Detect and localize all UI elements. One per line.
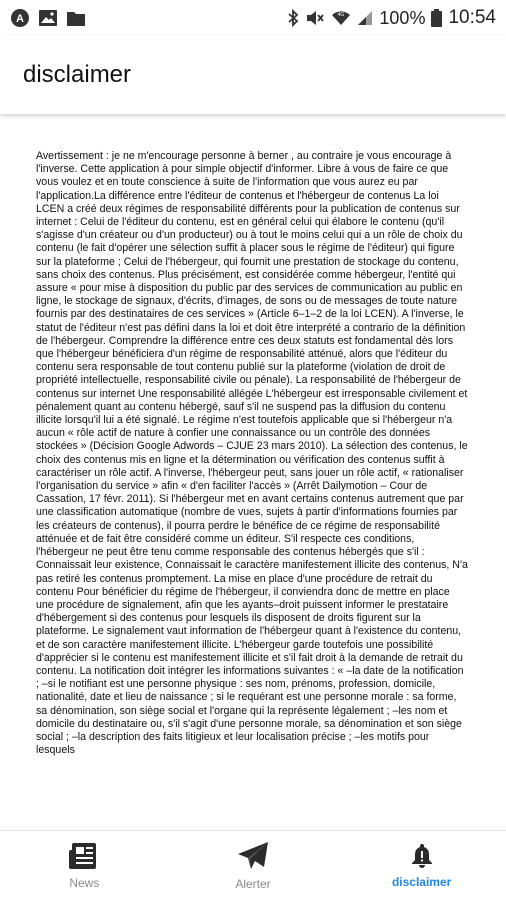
folder-icon bbox=[66, 9, 86, 27]
nav-item-news[interactable] bbox=[0, 842, 168, 890]
page-title: disclaimer bbox=[23, 61, 132, 88]
bottom-navigation bbox=[0, 830, 506, 901]
battery-percent: 100% bbox=[379, 7, 426, 28]
nav-label-disclaimer: disclaimer bbox=[391, 875, 452, 889]
nav-label-alerter: Alerter bbox=[235, 877, 271, 891]
app-a-icon bbox=[10, 8, 30, 28]
battery-icon bbox=[431, 9, 442, 27]
wifi-icon bbox=[331, 9, 351, 27]
disclaimer-scroll-area[interactable] bbox=[0, 114, 506, 830]
status-system bbox=[287, 7, 496, 29]
image-icon bbox=[38, 9, 58, 27]
status-notifications bbox=[10, 8, 86, 28]
mute-icon bbox=[305, 9, 325, 27]
clock: 10:54 bbox=[448, 7, 496, 28]
app-bar bbox=[0, 36, 506, 114]
disclaimer-text: Avertissement : je ne m'encourage personne à berner , au contraire je vous encourage à l'inverse. Cette application à pour simple objectif d'informer. Libre à vous de faire ce que vous voulez et en toute conscience à suite de l'information que vous aurez eu par l'application.La différence entre l'éditeur de contenus et l'hébergeur de contenus La loi LCEN a créé deux régimes de responsabilité différents pour la publication de contenus sur internet : Celui de l'éditeur du contenu, est en général celui qui élabore le contenu (qu'il s'agisse d'un créateur ou d'un producteur) ou à tout le moins celui qui a un rôle de choix du contenu (le fait d'opérer une sélection suffit à placer sous le régime de l'éditeur) qui figure sur la plateforme ; Celui de l'hébergeur, qui fournit une prestation de stockage du contenu, sans choix des contenus. Plus précisément, est considérée comme hébergeur, l'entité qui assure « pour mise à disposition du public par des services de communication au public en ligne, le stockage de signaux, d'écrits, d'images, de sons ou de messages de toute nature fournis par des destinataires de ces services » (Article 6–1–2 de la loi LCEN). A l'inverse, le statut de l'éditeur n'est pas défini dans la loi et doit être interprété a contrario de la définition de l'hébergeur. Comprendre la différence entre ces deux statuts est fondamental dès lors que l'hébergeur bénéficiera d'un régime de responsabilité atténué, alors que l'éditeur du contenu sera responsable de tout contenu publié sur la plateforme (violation de droit de propriété intellectuelle, responsabilité civile ou pénale). La responsabilité de l'hébergeur de contenus sur internet Une responsabilité allégée L'hébergeur est irresponsable civilement et pénalement quant au contenu hébergé, sauf s'il ne suspend pas la diffusion du contenu illicite lorsqu'il lui a été signalé. Le régime n'est toutefois applicable que si l'hébergeur n'a aucun « rôle actif de nature à confier une connaissance ou un contrôle des données stockées » (Décision Google Adwords – CJUE 23 mars 2010). La sélection des contenus, le choix des contenus mis en ligne et la détermination ou vérification des contenus suffit à caractériser un rôle actif. A l'inverse, l'hébergeur peut, sans jouer un rôle actif, « rationaliser l'organisation du service » afin « d'en faciliter l'accès » (Arrêt Dailymotion – Cour de Cassation, 17 févr. 2011). Si l'hébergeur met en avant certains contenus autrement que par une classification automatique (nombre de vues, sujets à partir d'informations fournies par les créateurs de contenus), il pourra perdre le bénéfice de ce régime de responsabilité atténuée et de fait être considéré comme un éditeur. S'il respecte ces conditions, l'hébergeur ne peut être tenu comme responsable des contenus hébergés que s'il : Connaissait leur existence, Connaissait le caractère manifestement illicite des contenus, N'a pas retiré les contenus promptement. La mise en place d'une procédure de retrait du contenu Pour bénéficier du régime de l'hébergeur, il conviendra donc de mettre en place une procédure de signalement, afin que les ayants–droit puissent informer le prestataire d'hébergement si des contenus pour lesquels ils disposent de droits figurent sur la plateforme. Le signalement vaut information de l'hébergeur quant à l'existence du contenu, et de son caractère manifestement illicite. L'hébergeur garde toutefois une possibilité d'apprécier si le contenu est manifestement illicite et s'il fait droit à la demande de retrait du contenu. La notification doit intégrer les informations suivantes : « –la date de la notification ; –si le notifiant est une personne physique : ses nom, prénoms, profession, domicile, nationalité, date et lieu de naissance ; si le requérant est une personne morale : sa forme, sa dénomination, son siège social et l'organe qui la représente légalement ; –les nom et domicile du destinataire ou, s'il s'agit d'une personne morale, sa dénomination et son siège social ; –la description des faits litigieux et leur localisation précise ; –les motifs pour lesquels bbox=[36, 150, 468, 757]
svg-text:A: A bbox=[16, 13, 24, 25]
nav-item-disclaimer[interactable] bbox=[338, 843, 506, 889]
bluetooth-icon bbox=[287, 9, 299, 27]
svg-text:4G: 4G bbox=[338, 12, 345, 18]
status-bar bbox=[0, 0, 506, 36]
signal-icon bbox=[357, 10, 373, 26]
send-icon bbox=[237, 841, 269, 871]
nav-item-alerter[interactable] bbox=[169, 841, 337, 891]
nav-label-news: News bbox=[69, 876, 100, 890]
newspaper-icon bbox=[69, 842, 99, 870]
warning-bell-icon bbox=[410, 843, 434, 869]
